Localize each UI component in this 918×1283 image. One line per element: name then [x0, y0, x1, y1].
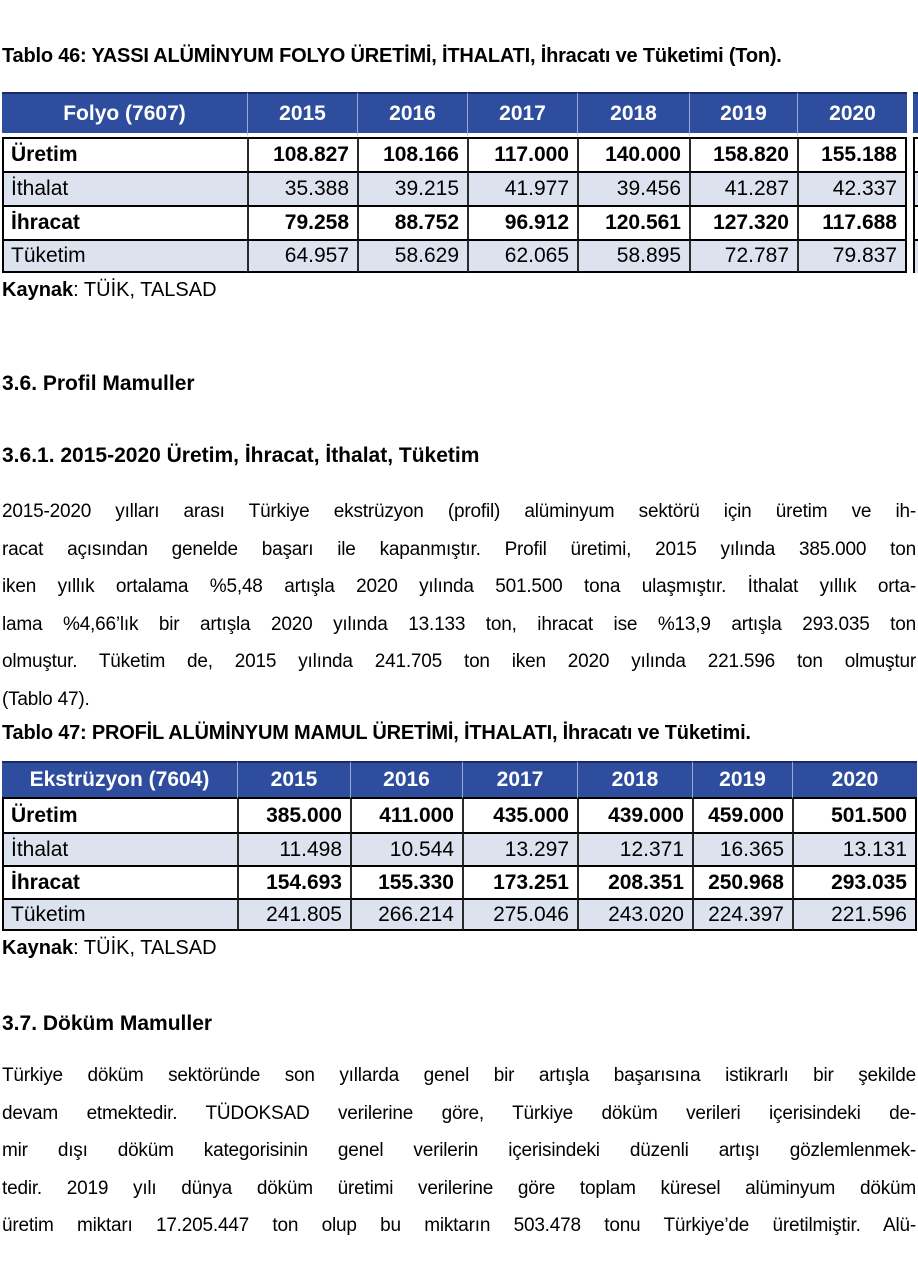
data-cell: 459.000: [692, 799, 792, 832]
paragraph-line: 2015-2020 yılları arası Türkiye ekstrüzyon (profil) alüminyum sektörü için üretim ve ih-: [2, 501, 916, 522]
data-cell: 58.629: [357, 239, 467, 273]
data-cell: 11.498: [237, 832, 350, 865]
data-cell: 221.596: [792, 898, 917, 931]
data-cell: 41.977: [467, 171, 577, 205]
data-cell: 208.351: [577, 865, 692, 898]
table47-container: [2, 761, 918, 931]
year-header-2017: 2017: [467, 92, 577, 137]
table46-caption: Tablo 46: YASSI ALÜMİNYUM FOLYO ÜRETİMİ, İTHALATI, İhracatı ve Tüketimi (Ton).: [2, 45, 782, 67]
data-cell: 224.397: [692, 898, 792, 931]
data-cell: 501.500: [792, 799, 917, 832]
data-cell: 79.258: [247, 205, 357, 239]
table47-header-product: Ekstrüzyon (7604): [2, 761, 237, 799]
section-heading-3-6: 3.6. Profil Mamuller: [2, 372, 195, 395]
table46-cutoff-column: [913, 92, 918, 273]
data-cell: 96.912: [467, 205, 577, 239]
data-cell: 241.805: [237, 898, 350, 931]
year-header-2018: 2018: [577, 92, 689, 137]
data-cell: 173.251: [462, 865, 577, 898]
year-header-2018: 2018: [577, 761, 692, 799]
table-row-tuketim: [2, 239, 907, 273]
data-cell: 35.388: [247, 171, 357, 205]
row-label-cell: Üretim: [2, 799, 237, 832]
data-cell: 155.188: [797, 137, 907, 171]
row-label-cell: İthalat: [2, 832, 237, 865]
table-row-ihracat: [2, 865, 917, 898]
data-cell: 88.752: [357, 205, 467, 239]
source-text: : TÜİK, TALSAD: [73, 279, 217, 301]
data-cell: 41.287: [689, 171, 797, 205]
section-heading-3-6-1: 3.6.1. 2015-2020 Üretim, İhracat, İthalat, Tüketim: [2, 444, 480, 467]
data-cell: 266.214: [350, 898, 462, 931]
source-label: Kaynak: [2, 279, 74, 301]
data-cell: 16.365: [692, 832, 792, 865]
data-cell: 62.065: [467, 239, 577, 273]
data-cell: 108.166: [357, 137, 467, 171]
year-header-2016: 2016: [350, 761, 462, 799]
data-cell: 39.456: [577, 171, 689, 205]
data-cell: 120.561: [577, 205, 689, 239]
table-row-ithalat: [2, 171, 907, 205]
data-cell: 127.320: [689, 205, 797, 239]
table-row-uretim: [2, 799, 917, 832]
data-cell: 140.000: [577, 137, 689, 171]
paragraph-line: üretim miktarı 17.205.447 ton olup bu miktarın 503.478 tonu Türkiye’de üretilmiştir. Alü-: [2, 1215, 916, 1236]
data-cell: 79.837: [797, 239, 907, 273]
data-cell: 39.215: [357, 171, 467, 205]
data-cell: 154.693: [237, 865, 350, 898]
table46: [2, 92, 907, 273]
data-cell: 155.330: [350, 865, 462, 898]
data-cell: 72.787: [689, 239, 797, 273]
data-cell: 275.046: [462, 898, 577, 931]
paragraph-line: devam etmektedir. TÜDOKSAD verilerine göre, Türkiye döküm verileri içerisindeki de-: [2, 1102, 916, 1124]
table46-source: [2, 277, 916, 303]
row-label-cell: Üretim: [2, 137, 247, 171]
table46-header-product: Folyo (7607): [2, 92, 247, 137]
data-cell: 243.020: [577, 898, 692, 931]
table46-container: [2, 92, 918, 273]
paragraph-line: iken yıllık ortalama %5,48 artışla 2020 yılında 501.500 tona ulaşmıştır. İthalat yıllık orta-: [2, 576, 916, 597]
table47: [2, 761, 917, 931]
row-label-cell: İthalat: [2, 171, 247, 205]
data-cell: 117.000: [467, 137, 577, 171]
source-text: : TÜİK, TALSAD: [73, 937, 217, 959]
data-cell: 13.297: [462, 832, 577, 865]
data-cell: 117.688: [797, 205, 907, 239]
year-header-2017: 2017: [462, 761, 577, 799]
data-cell: 439.000: [577, 799, 692, 832]
data-cell: 12.371: [577, 832, 692, 865]
year-header-2019: 2019: [692, 761, 792, 799]
data-cell: 64.957: [247, 239, 357, 273]
data-cell: 158.820: [689, 137, 797, 171]
paragraph-line: lama %4,66’lık bir artışla 2020 yılında 13.133 ton, ihracat ise %13,9 artışla 293.035 ton: [2, 613, 916, 635]
data-cell: 10.544: [350, 832, 462, 865]
year-header-2020: 2020: [797, 92, 907, 137]
paragraph-dokum: [2, 1057, 916, 1245]
year-header-2019: 2019: [689, 92, 797, 137]
paragraph-line: (Tablo 47).: [2, 688, 90, 710]
table-row-ihracat: [2, 205, 907, 239]
section-heading-3-7: 3.7. Döküm Mamuller: [2, 1012, 213, 1035]
row-label-cell: Tüketim: [2, 239, 247, 273]
data-cell: 250.968: [692, 865, 792, 898]
paragraph-profil: [2, 493, 916, 718]
table-row-ithalat: [2, 832, 917, 865]
year-header-2016: 2016: [357, 92, 467, 137]
source-label: Kaynak: [2, 937, 74, 959]
table47-caption: Tablo 47: PROFİL ALÜMİNYUM MAMUL ÜRETİMİ, İTHALATI, İhracatı ve Tüketimi.: [2, 722, 751, 744]
row-label-cell: Tüketim: [2, 898, 237, 931]
paragraph-line: mir dışı döküm kategorisinin genel verilerin içerisindeki düzenli artışı gözlemlenmek-: [2, 1140, 916, 1161]
year-header-2015: 2015: [247, 92, 357, 137]
table47-header-row: [2, 761, 917, 799]
data-cell: 411.000: [350, 799, 462, 832]
data-cell: 293.035: [792, 865, 917, 898]
table46-header-row: [2, 92, 907, 137]
paragraph-line: tedir. 2019 yılı dünya döküm üretimi verilerine göre toplam küresel alüminyum döküm: [2, 1177, 916, 1199]
table-row-uretim: [2, 137, 907, 171]
data-cell: 42.337: [797, 171, 907, 205]
paragraph-line: racat açısından genelde başarı ile kapanmıştır. Profil üretimi, 2015 yılında 385.000 ton: [2, 538, 916, 560]
row-label-cell: İhracat: [2, 865, 237, 898]
table47-source: [2, 935, 916, 961]
table-row-tuketim: [2, 898, 917, 931]
year-header-2015: 2015: [237, 761, 350, 799]
data-cell: 13.131: [792, 832, 917, 865]
data-cell: 435.000: [462, 799, 577, 832]
paragraph-line: Türkiye döküm sektöründe son yıllarda genel bir artışla başarısına istikrarlı bir şekilde: [2, 1065, 916, 1086]
paragraph-line: olmuştur. Tüketim de, 2015 yılında 241.705 ton iken 2020 yılında 221.596 ton olmuştur: [2, 651, 916, 672]
data-cell: 385.000: [237, 799, 350, 832]
year-header-2020: 2020: [792, 761, 917, 799]
row-label-cell: İhracat: [2, 205, 247, 239]
data-cell: 58.895: [577, 239, 689, 273]
data-cell: 108.827: [247, 137, 357, 171]
